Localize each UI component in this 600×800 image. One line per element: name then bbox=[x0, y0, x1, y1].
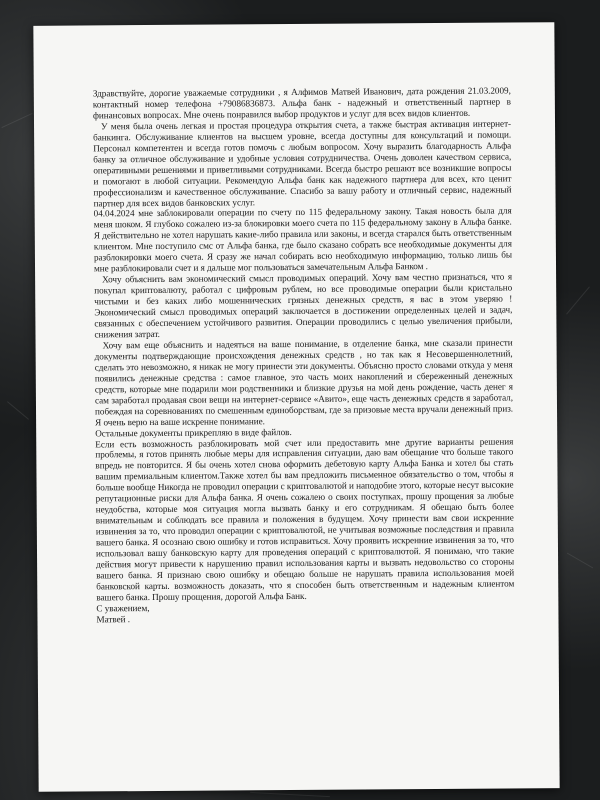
letter-paragraph: У меня была очень легкая и простая процедура открытия счета, а также быстрая активация интернет-банкинга. Обслуживание клиентов на высшем уровне, всегда доступны для консультаций и помощи. Персонал компетентен и всегда готов помочь с любым вопросом. Хочу выразить благодарность Альфа банку за отличное обслуживание и удобные условия сотрудничества. Очень доволен качеством сервиса, оперативными решениями и приветливыми сотрудниками. Всегда быстро решают все возникшие вопросы и помогают в любой ситуации. Рекомендую Альфа банк как надежного партнера для всех, кто ценит профессионализм и качественное обслуживание. Спасибо за вашу работу и отличный сервис, надежный партнер для всех видов банковских услуг. bbox=[93, 118, 512, 208]
marble-vein bbox=[566, 286, 590, 314]
letter-signature: Матвей . bbox=[96, 613, 131, 625]
letter-closing: С уважением, bbox=[96, 602, 150, 614]
marble-vein bbox=[7, 401, 29, 420]
letter-paragraph: Хочу объяснить вам экономический смысл проводимых операций. Хочу вам честно признаться, что я покупал криптовалюту, работал с цифровым рублем, но все проводимые операции были кристально чистыми и без каких либо мошеннических грязных денежных средств, я вас в этом уверяю ! Экономический смысл проводимых операций заключается в достижении определенных целей и задач, связанных с обеспечением устойчивого развития. Операции проводились с целью увеличения прибыли, снижения затрат. bbox=[94, 271, 513, 340]
paper-sheet bbox=[33, 22, 559, 792]
letter-greeting: Здравствуйте, дорогие уважаемые сотрудники , я Алфимов Матвей Иванович, дата рождения 21.03.2009, контактный номер телефона +79086836873. Альфа банк - надежный и ответственный партнер в финансовых вопросах. Мне очень понравился выбор продуктов и услуг для всех видов клиентов. bbox=[92, 85, 511, 121]
letter-paragraph: Если есть возможность разблокировать мой счет или предоставить мне другие варианты решения проблемы, я готов принять любые меры для исправления ситуации, даю вам обещание что больше такого впредь не повторится. Я бы очень хотел снова оформить дебетовую карту Альфа Банка и хотел бы стать вашим премиальным клиентом.Также хотел бы вам предложить письменное обязательство о том, чтобы я больше вообще Никогда не проводил операции с криптовалютой и наподобие этого, которые несут высокие репутационные риски для Альфа банка. Я очень сожалею о своих поступках, прошу прощения за любые неудобства, которые моя ситуация могла вызвать банку и его сотрудникам. Я обещаю быть более внимательным и соблюдать все правила и положения в будущем. Хочу принести вам свои искренние извинения за то, что проводил операции с криптовалютой, не учитывая возможные последствия и правила вашего банка. Я осознаю свою ошибку и готов исправиться. Хочу проявить искренние извинения за то, что использовал вашу банковскую карту для проведения операций с криптовалютой. Я понимаю, что такие действия могут привести к нарушению правил использования карты и вызвать недовольство со стороны вашего банка. Я признаю свою ошибку и обещаю больше не нарушать правила использования моей банковской карты. возможность доказать, что я способен быть ответственным и надежным клиентом вашего банка. Прошу прощения, дорогой Альфа Банк. bbox=[95, 435, 515, 603]
letter-paragraph: Хочу вам еще объяснить и надеяться на ваше понимание, в отделение банка, мне сказали принести документы подтверждающие происхождения денежных средств , но так как я Несовершеннолетний, сделать это невозможно, я никак не могу принести эти документы. Объясню просто словами откуда у меня появились денежные средства : самое главное, это часть моих накоплений и сбереженный денежных средств, которые мне подарили мои родственники и близкие друзья на мой день рождение, часть денег я сам заработал продавая свои вещи на интернет-сервисе «Авито», еще часть денежных средств я заработал, побеждая на соревнованиях по смешенным единоборствам, где за призовые места вручали денежный приз. Я очень верю на ваше искренне понимание. bbox=[94, 337, 514, 428]
letter-body bbox=[93, 85, 515, 625]
letter-paragraph: 04.04.2024 мне заблокировали операции по счету по 115 федеральному закону. Такая новость была для меня шоком. Я глубоко сожалею из-за блокировки моего счета по 115 федеральному закону в Альфа банке. Я действительно не хотел нарушать какие-либо правила или законы, и всегда старался быть ответственным клиентом. Мне поступило смс от Альфа банка, где было сказано собрать все необходимые документы для разблокировки моего счета. Я сразу же начал собирать всю необходимую информацию, только лишь бы мне разблокировали счет и я дальше мог пользоваться замечательным Альфа Банком . bbox=[93, 205, 512, 274]
letter-paragraph: Остальные документы прикрепляю в виде файлов. bbox=[95, 426, 292, 438]
marble-vein bbox=[567, 553, 593, 569]
marble-vein bbox=[1, 113, 32, 128]
marble-vein bbox=[250, 792, 330, 797]
